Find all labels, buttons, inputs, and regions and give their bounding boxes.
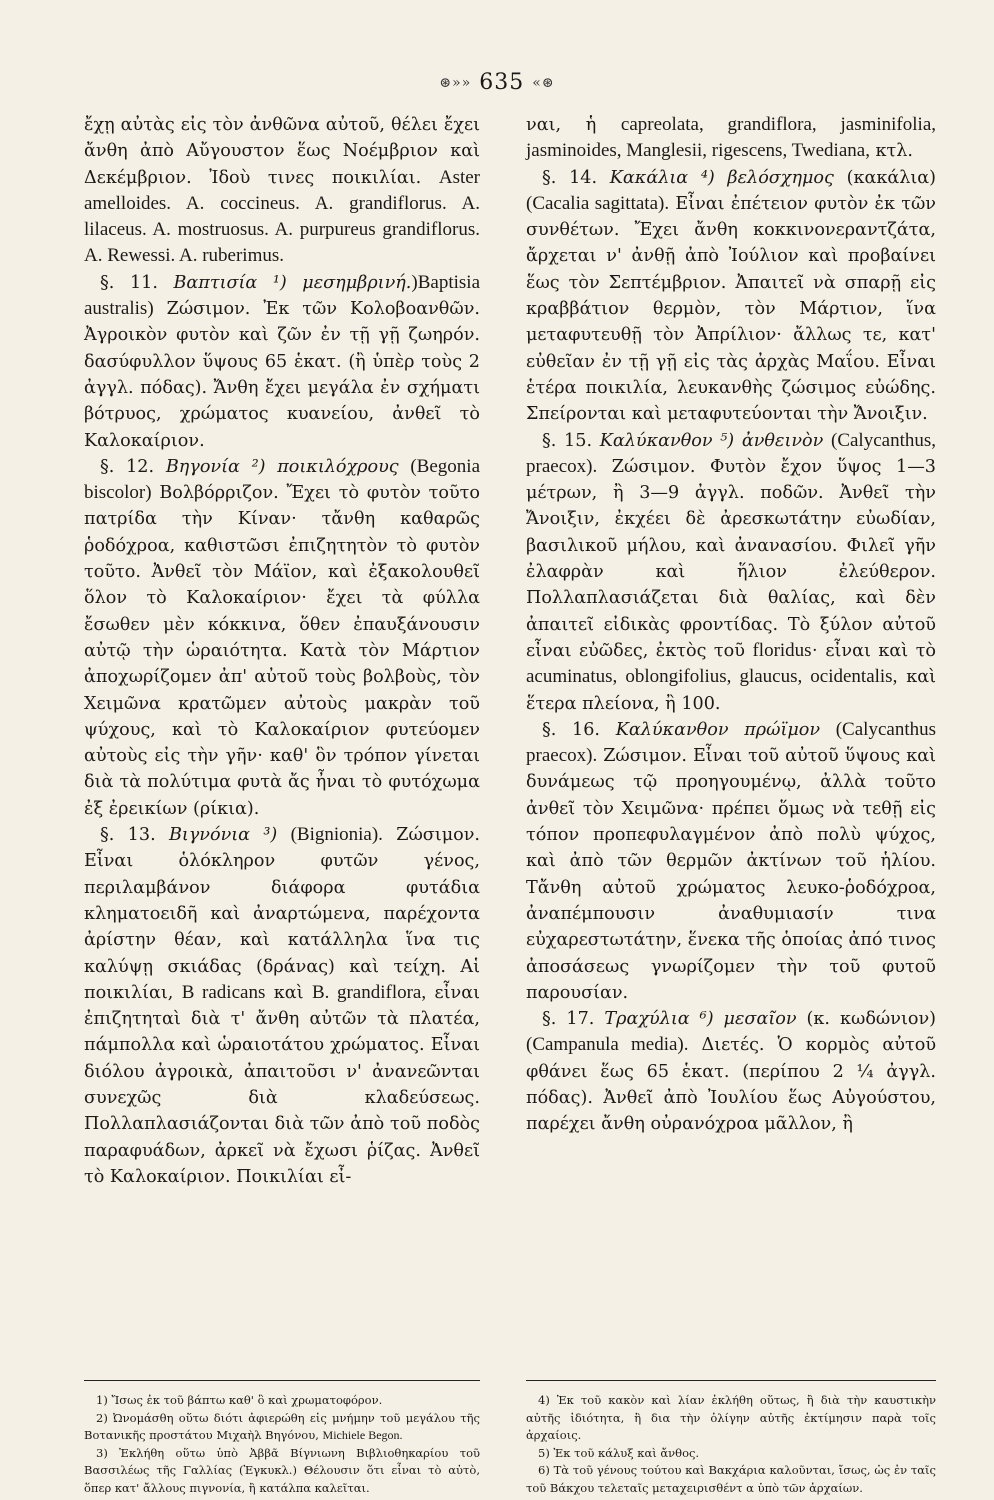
latin-varieties: Aster amelloides. A. coccineus. A. grandiflorus. A. lilaceus. A. mostruosus. A. purpureus grandiflorus. A. Rewessi. A. ruberimus. [84, 166, 480, 267]
latin-name: (Campanula media). [526, 1034, 689, 1056]
section-number: §. 16. [542, 719, 601, 740]
greek-name: Βηγονία ²) ποικιλόχρους [165, 456, 399, 477]
footnote-1: 1) Ἴσως ἐκ τοῦ βάπτω καθ' ὃ καὶ χρωματοφόρον. [96, 1393, 383, 1407]
section-number: §. 13. [100, 825, 156, 846]
greek-name: Καλύκανθον πρώϊμον [615, 719, 821, 740]
greek-name: Τραχύλια ⁶) μεσαῖον [604, 1009, 797, 1030]
footnote-5: 5) Ἐκ τοῦ κάλυξ καὶ ἄνθος. [538, 1445, 700, 1460]
page-header [0, 70, 994, 100]
right-column [526, 112, 936, 1138]
section-15: §. 15. Καλύκανθον ⁵) ἀνθεινὸν (Calycanthus, praecox). Ζώσιμον. Φυτὸν ἔχον ὕψος 1—3 μέτρων, ἢ 3—9 ἀγγλ. ποδῶν. Ἀνθεῖ τὴν Ἄνοιξιν, ἐκχέει δὲ ἀρεσκωτάτην εὐωδίαν, βασιλικοῦ μήλου, καὶ ἀνανασίου. Φιλεῖ γῆν ἐλαφρὰν καὶ ἥλιον ἐλεύθερον. Πολλαπλασιάζεται διὰ θαλίας, καὶ δὲν ἀπαιτεῖ εἰδικὰς φροντίδας. Τὸ ξύλον αὐτοῦ εἶναι εὐῶδες, ἐκτὸς τοῦ floridus· εἶναι καὶ τὸ acuminatus, oblongifolius, glaucus, ocidentalis, καὶ ἕτερα πλείονα, ἢ 100. [526, 429, 937, 714]
section-11: §. 11. Βαπτισία ¹) μεσημβρινή.)Baptisia australis) Ζώσιμον. Ἐκ τῶν Κολοβοανθῶν. Ἀγροικὸν φυτὸν καὶ ζῶν ἐν τῇ γῇ ζωηρόν. δασύφυλλον ὕψους 65 ἑκατ. (ἢ ὑπὲρ τοὺς 2 ἀγγλ. πόδας). Ἄνθη ἔχει μεγάλα ἐν σχήματι βότρυος, χρώματος κυανείου, ἀνθεῖ τὸ Καλοκαίριον. [84, 271, 481, 451]
footnote-6: 6) Τὰ τοῦ γένους τούτου καὶ Βακχάρια καλοῦνται, ἴσως, ὡς ἐν ταῖς τοῦ Βάκχου τελεταῖς μεταχειρισθέντ α ὑπὸ τῶν ἀρχαίων. [526, 1463, 936, 1495]
footnote-2: 2) Ὠνομάσθη οὕτω διότι ἀφιερώθη εἰς μνήμην τοῦ μεγάλου τῆς Βοτανικῆς προστάτου Μιχαὴλ Βηγόνου, Michiele Begon. [84, 1410, 480, 1443]
footnote-4: 4) Ἐκ τοῦ κακὸν καὶ λίαν ἐκλήθη οὕτως, ἢ διὰ τὴν καυστικὴν αὐτῆς ἰδιότητα, ἢ δια τὴν ὀλίγην αὐτῆς ἐκτίμησιν παρὰ τοῖς ἀρχαίοις. [526, 1393, 936, 1443]
greek-name: Βαπτισία ¹) μεσημβρινή. [173, 272, 412, 293]
paragraph-continuation: ναι, ἡ capreolata, grandiflora, jasminifolia, jasminoides, Manglesii, rigescens, Twediana, κτλ. [526, 114, 937, 162]
footnote-rule-left [84, 1380, 480, 1381]
header-ornament-left: ⊛»» [439, 75, 472, 91]
section-number: §. 15. [542, 430, 593, 451]
section-13: §. 13. Βιγνόνια ³) (Bignionia). Ζώσιμον. Εἶναι ὁλόκληρον φυτῶν γένος, περιλαμβάνον διάφορα φυτάδια κληματοειδῆ καὶ ἀναρτώμενα, παρέχοντα ἀρίστην θέαν, καὶ κατάλληλα ἵνα τις καλύψῃ σκιάδας (δράνας) καὶ τείχη. Αἱ ποικιλίαι, B radicans καὶ B. grandiflora, εἶναι ἐπιζητηταὶ διὰ τ' ἄνθη αὐτῶν τὰ πλατέα, πάμπολλα καὶ ὡραιοτάτου χρώματος. Εἶναι διόλου ἀγροικὰ, ἀπαιτοῦσι ν' ἀνανεῶνται συνεχῶς διὰ κλαδεύσεως. Πολλαπλασιάζονται διὰ τῶν ἀπὸ τοῦ ποδὸς παραφυάδων, ἀρκεῖ νὰ ἔχωσι ῥίζας. Ἀνθεῖ τὸ Καλοκαίριον. Ποικιλίαι εἶ- [84, 824, 481, 1187]
greek-name: Βιγνόνια ³) [168, 825, 278, 846]
section-14: §. 14. Κακάλια ⁴) βελόσχημος (κακάλια) (Cacalia sagittata). Εἶναι ἐπέτειον φυτὸν ἐκ τῶν συνθέτων. Ἔχει ἄνθη κοκκινονεραντζάτα, ἄρχεται ν' ἀνθῇ ἀπὸ Ἰούλιον καὶ προβαίνει ἕως τὸν Σεπτέμβριον. Ἀπαιτεῖ νὰ σπαρῇ εἰς κραββάτιον θερμὸν, τὸν Μάρτιον, ἵνα μεταφυτευθῇ τὸν Ἀπρίλιον· ἄλλως τε, κατ' εὐθεῖαν ἐν τῇ γῇ εἰς τὰς ἀρχὰς Μαΐου. Εἶναι ἑτέρα ποικιλία, λευκανθὴς ζώσιμος εὐώδης. Σπείρονται καὶ μεταφυτεύονται τὴν Ἄνοιξιν. [526, 167, 937, 425]
footnotes-right [526, 1392, 936, 1498]
footnote-3: 3) Ἐκλήθη οὕτω ὑπὸ Ἀββᾶ Βίγνιωνη Βιβλιοθηκαρίου τοῦ Βασσιλέως τῆς Γαλλίας (Ἐγκυκλ.) Θέλουσιν ὅτι εἶναι τὸ αὐτὸ, ὅπερ κατ' ἄλλους πιγνονία, ἢ κατάλπα καλεῖται. [84, 1445, 480, 1495]
section-17: §. 17. Τραχύλια ⁶) μεσαῖον (κ. κωδώνιον) (Campanula media). Διετές. Ὁ κορμὸς αὐτοῦ φθάνει ἕως 65 ἑκατ. (περίπου 2 ¼ ἀγγλ. πόδας). Ἀνθεῖ ἀπὸ Ἰουλίου ἕως Αὐγούστου, παρέχει ἄνθη οὐρανόχροα μᾶλλον, ἢ [526, 1009, 937, 1135]
section-number: §. 11. [100, 272, 158, 293]
left-column [84, 112, 480, 1190]
latin-name: (Cacalia sagittata). [526, 192, 670, 214]
latin-name: (Begonia biscolor) [84, 455, 481, 504]
section-number: §. 17. [542, 1009, 595, 1030]
section-number: §. 14. [542, 167, 598, 188]
footnote-rule-right [526, 1380, 936, 1381]
section-16: §. 16. Καλύκανθον πρώϊμον (Calycanthus praecox). Ζώσιμον. Εἶναι τοῦ αὐτοῦ ὕψους καὶ δυνάμεως τῷ προηγουμένῳ, ἀλλὰ τοῦτο ἀνθεῖ τὸν Χειμῶνα· πρέπει ὅμως νὰ τεθῇ εἰς τόπον προπεφυλαγμένον ἀπὸ πολὺ ψύχος, καὶ ἀπὸ τῶν θερμῶν ἀκτίνων τοῦ ἡλίου. Τἄνθη αὐτοῦ χρώματος λευκο-ῥοδόχροα, ἀναπέμπουσιν ἀναθυμιασίν τινα εὐχαρεστωτάτην, ἕνεκα τῆς ὁποίας ἀπό τινος ἀποσάσεως γνωρίζομεν τὴν τοῦ φυτοῦ παρουσίαν. [526, 718, 937, 1003]
footnotes-left [84, 1392, 480, 1498]
header-ornament-right: «⊛ [532, 75, 555, 91]
section-12: §. 12. Βηγονία ²) ποικιλόχρους (Begonia biscolor) Βολβόρριζον. Ἔχει τὸ φυτὸν τοῦτο πατρίδα τὴν Κίναν· τἄνθη καθαρῶς ῥοδόχροα, καθιστῶσι ἐπιζητητὸν τὸ φυτὸν τοῦτο. Ἀνθεῖ τὸν Μάϊον, καὶ ἐξακολουθεῖ ὅλον τὸ Καλοκαίριον· ἔχει τὰ φύλλα ἔσωθεν μὲν κόκκινα, ὅθεν ἐπαυξάνουσιν αὐτῷ τὴν ὡραιότητα. Κατὰ τὸν Μάρτιον ἀποχωρίζομεν ἀπ' αὐτοῦ τοὺς βολβοὺς, τὸν Χειμῶνα κρατῶμεν αὐτοὺς μακρὰν τοῦ ψύχους, καὶ τὸ Καλοκαίριον φυτεύομεν αὐτοὺς εἰς τὴν γῆν· καθ' ὃν τρόπον γίνεται διὰ τὰ πολύτιμα φυτὰ ἄς ἦναι τὸ φυτόχωμα ἐξ ἐρεικίων (ρίκια). [84, 455, 481, 819]
latin-name: (Bignionia). [290, 824, 383, 846]
latin-name: (Calycanthus, praecox). [526, 429, 937, 477]
page-number: 635 [479, 70, 525, 95]
paragraph-aster: ἔχῃ αὐτὰς εἰς τὸν ἀνθῶνα αὐτοῦ, θέλει ἔχει ἄνθη ἀπὸ Αὔγουστον ἕως Νοέμβριον καὶ Δεκέμβριον. Ἰδοὺ τινες ποικιλίαι. Aster amelloides. A. coccineus. A. grandiflorus. A. lilaceus. A. mostruosus. A. purpureus grandiflorus. A. Rewessi. A. ruberimus. [84, 115, 480, 267]
latin-name: (Calycanthus praecox). [526, 718, 936, 767]
latin-name: )Baptisia australis) [84, 271, 481, 320]
latin-varieties: capreolata, grandiflora, jasminifolia, jasminoides, Manglesii, rigescens, Twediana, [526, 114, 937, 162]
section-number: §. 12. [100, 456, 155, 477]
greek-name: Κακάλια ⁴) βελόσχημος [609, 167, 834, 188]
greek-name: Καλύκανθον ⁵) ἀνθεινὸν [599, 430, 824, 451]
